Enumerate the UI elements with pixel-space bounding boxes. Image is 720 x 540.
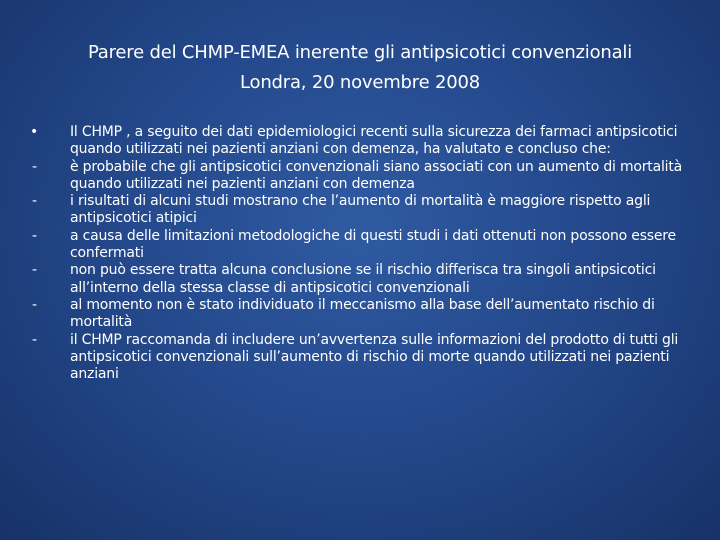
dash-marker: - (32, 296, 37, 313)
dash-marker: - (32, 262, 37, 279)
list-item (30, 159, 690, 194)
slide-title (20, 38, 700, 98)
intro-text: Il CHMP , a seguito dei dati epidemiologici recenti sulla sicurezza dei farmaci antipsicotici quando utilizzati nei pazienti anziani con demenza, ha valutato e concluso che: (70, 124, 678, 158)
intro-bullet-item (30, 124, 690, 159)
title-line-2: Londra, 20 novembre 2008 (240, 72, 480, 93)
point-text: i risultati di alcuni studi mostrano che l’aumento di mortalità è maggiore rispetto agli antipsicotici atipici (70, 193, 651, 227)
point-text: non può essere tratta alcuna conclusione se il rischio differisca tra singoli antipsicotici all’interno della stessa classe di antipsicotici convenzionali (70, 262, 656, 296)
list-item (30, 193, 690, 228)
dash-marker: - (32, 331, 37, 348)
list-item (30, 297, 690, 332)
dash-marker: - (32, 193, 37, 210)
point-text: è probabile che gli antipsicotici convenzionali siano associati con un aumento di mortalità quando utilizzati nei pazienti anziani con demenza (70, 158, 683, 192)
point-text: il CHMP raccomanda di includere un’avvertenza sulle informazioni del prodotto di tutti gli antipsicotici convenzionali sull’aumento di rischio di morte quando utilizzati nei pazienti anziani (70, 331, 679, 383)
dash-marker: - (32, 227, 37, 244)
point-text: a causa delle limitazioni metodologiche di questi studi i dati ottenuti non possono essere confermati (70, 227, 676, 262)
title-line-1: Parere del CHMP-EMEA inerente gli antipsicotici convenzionali (87, 42, 633, 63)
point-text: al momento non è stato individuato il meccanismo alla base dell’aumentato rischio di mortalità (70, 296, 655, 331)
slide-body (30, 124, 690, 383)
list-item (30, 262, 690, 297)
list-item (30, 228, 690, 263)
bullet-marker: • (30, 124, 39, 140)
dash-marker: - (32, 158, 37, 175)
list-item (30, 332, 690, 384)
